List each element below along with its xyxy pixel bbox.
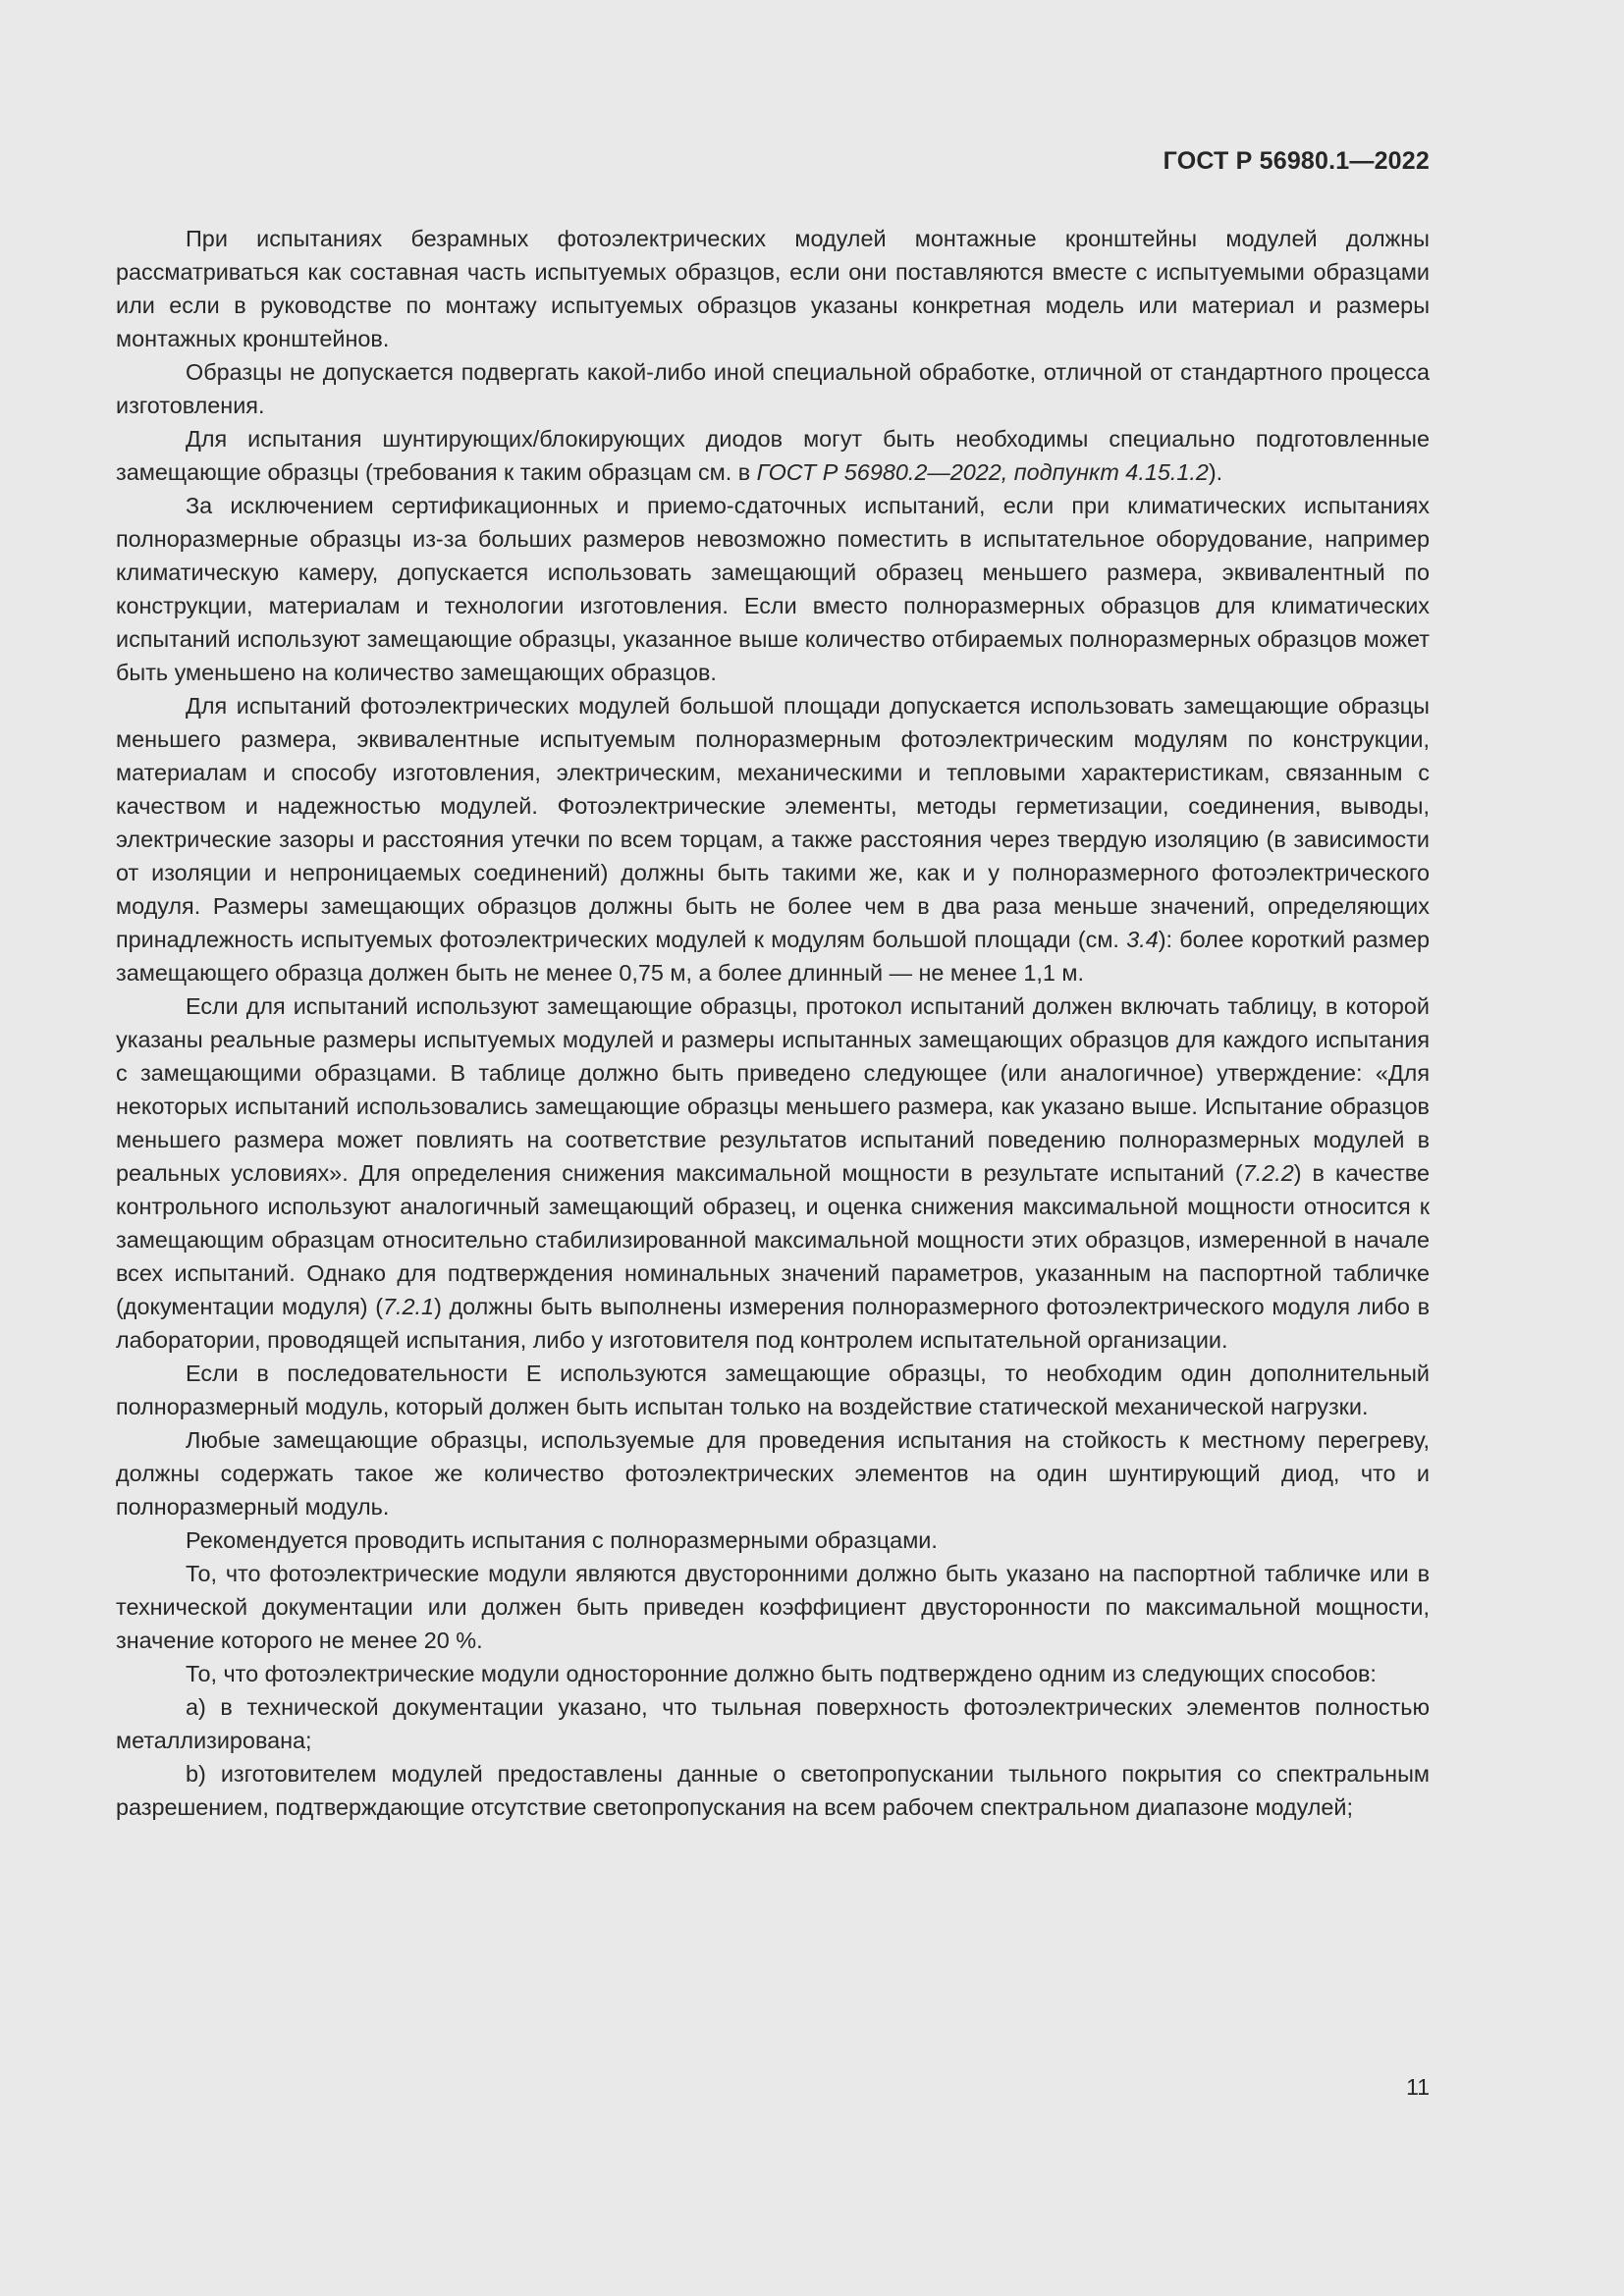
clause-reference: 7.2.1	[383, 1294, 435, 1319]
paragraph-text: ).	[1208, 459, 1223, 485]
paragraph-text: Для испытаний фотоэлектрических модулей большой площади допускается использовать замещающие образцы меньшего размера, эквивалентные испытуемым полноразмерным фотоэлектрическим модулям по конструкции, материалам и способу изготовления, электрическим, механическими и тепловыми характеристикам, связанным с качеством и надежностью модулей. Фотоэлектрические элементы, методы герметизации, соединения, выводы, электрические зазоры и расстояния утечки по всем торцам, а также расстояния через твердую изоляцию (в зависимости от изоляции и непроницаемых соединений) должны быть такими же, как и у полноразмерного фотоэлектрического модуля. Размеры замещающих образцов должны быть не более чем в два раза меньше значений, определяющих принадлежность испытуемых фотоэлектрических модулей к модулям большой площади (см.	[116, 693, 1430, 952]
paragraph-text: ) в качестве контрольного используют аналогичный замещающий образец, и оценка снижения максимальной мощности относится к замещающим образцам относительно стабилизированной максимальной мощности этих образцов, измеренной в начале всех испытаний. Однако для подтверждения номинальных значений параметров, указанным на паспортной табличке (документации модуля) (	[116, 1160, 1430, 1319]
list-item-a: а) в технической документации указано, что тыльная поверхность фотоэлектрических элементов полностью металлизирована;	[116, 1694, 1430, 1753]
clause-reference: 7.2.2	[1242, 1160, 1294, 1186]
paragraph-hot-spot: Любые замещающие образцы, используемые для проведения испытания на стойкость к местному перегреву, должны содержать такое же количество фотоэлектрических элементов на один шунтирующий диод, что и полноразмерный модуль.	[116, 1427, 1430, 1520]
list-item-b: b) изготовителем модулей предоставлены данные о светопропускании тыльного покрытия со спектральным разрешением, подтверждающие отсутствие светопропускания на всем рабочем спектральном диапазоне модулей;	[116, 1761, 1430, 1820]
clause-reference: 3.4	[1126, 927, 1159, 952]
paragraph-monofacial: То, что фотоэлектрические модули односторонние должно быть подтверждено одним из следующих способов:	[186, 1661, 1377, 1686]
standard-header: ГОСТ Р 56980.1—2022	[1163, 147, 1430, 175]
paragraph-text: Для испытания шунтирующих/блокирующих диодов могут быть необходимы специально подготовленные замещающие образцы (требования к таким образцам см. в	[116, 426, 1430, 485]
paragraph-climatic-tests: За исключением сертификационных и приемо-сдаточных испытаний, если при климатических испытаниях полноразмерные образцы из-за больших размеров невозможно поместить в испытательное оборудование, например климатическую камеру, допускается использовать замещающий образец меньшего размера, эквивалентный по конструкции, материалам и технологии изготовления. Если вместо полноразмерных образцов для климатических испытаний используют замещающие образцы, указанное выше количество отбираемых полноразмерных образцов может быть уменьшено на количество замещающих образцов.	[116, 493, 1430, 685]
paragraph-bifacial: То, что фотоэлектрические модули являются двусторонними должно быть указано на паспортной табличке или в технической документации или должен быть приведен коэффициент двусторонности по максимальной мощности, значение которого не менее 20 %.	[116, 1561, 1430, 1653]
paragraph-text: ): более короткий размер замещающего образца должен быть не менее 0,75 м, а более длинный — не менее 1,1 м.	[116, 927, 1430, 986]
paragraph-no-special-treatment: Образцы не допускается подвергать какой-либо иной специальной обработке, отличной от стандартного процесса изготовления.	[116, 359, 1430, 418]
paragraph-test-report	[116, 989, 1430, 1357]
document-body	[116, 222, 1430, 1824]
paragraph-text: Если для испытаний используют замещающие образцы, протокол испытаний должен включать таблицу, в которой указаны реальные размеры испытуемых модулей и размеры испытанных замещающих образцов для каждого испытания с замещающими образцами. В таблице должно быть приведено следующее (или аналогичное) утверждение: «Для некоторых испытаний использовались замещающие образцы меньшего размера, как указано выше. Испытание образцов меньшего размера может повлиять на соответствие результатов испытаний поведению полноразмерных модулей в реальных условиях». Для определения снижения максимальной мощности в результате испытаний (	[116, 993, 1430, 1186]
standard-reference-link: ГОСТ Р 56980.2—2022, подпункт 4.15.1.2	[756, 459, 1209, 485]
paragraph-recommendation: Рекомендуется проводить испытания с полноразмерными образцами.	[186, 1527, 938, 1553]
page-number: 11	[1406, 2074, 1430, 2100]
paragraph-sequence-e: Если в последовательности E используются замещающие образцы, то необходим один дополнительный полноразмерный модуль, который должен быть испытан только на воздействие статической механической нагрузки.	[116, 1361, 1430, 1419]
paragraph-frameless-modules: При испытаниях безрамных фотоэлектрических модулей монтажные кронштейны модулей должны рассматриваться как составная часть испытуемых образцов, если они поставляются вместе с испытуемыми образцами или если в руководстве по монтажу испытуемых образцов указаны конкретная модель или материал и размеры монтажных кронштейнов.	[116, 226, 1430, 351]
paragraph-large-area-modules	[116, 689, 1430, 989]
paragraph-bypass-diodes	[116, 422, 1430, 489]
paragraph-text: ) должны быть выполнены измерения полноразмерного фотоэлектрического модуля либо в лаборатории, проводящей испытания, либо у изготовителя под контролем испытательной организации.	[116, 1294, 1430, 1353]
